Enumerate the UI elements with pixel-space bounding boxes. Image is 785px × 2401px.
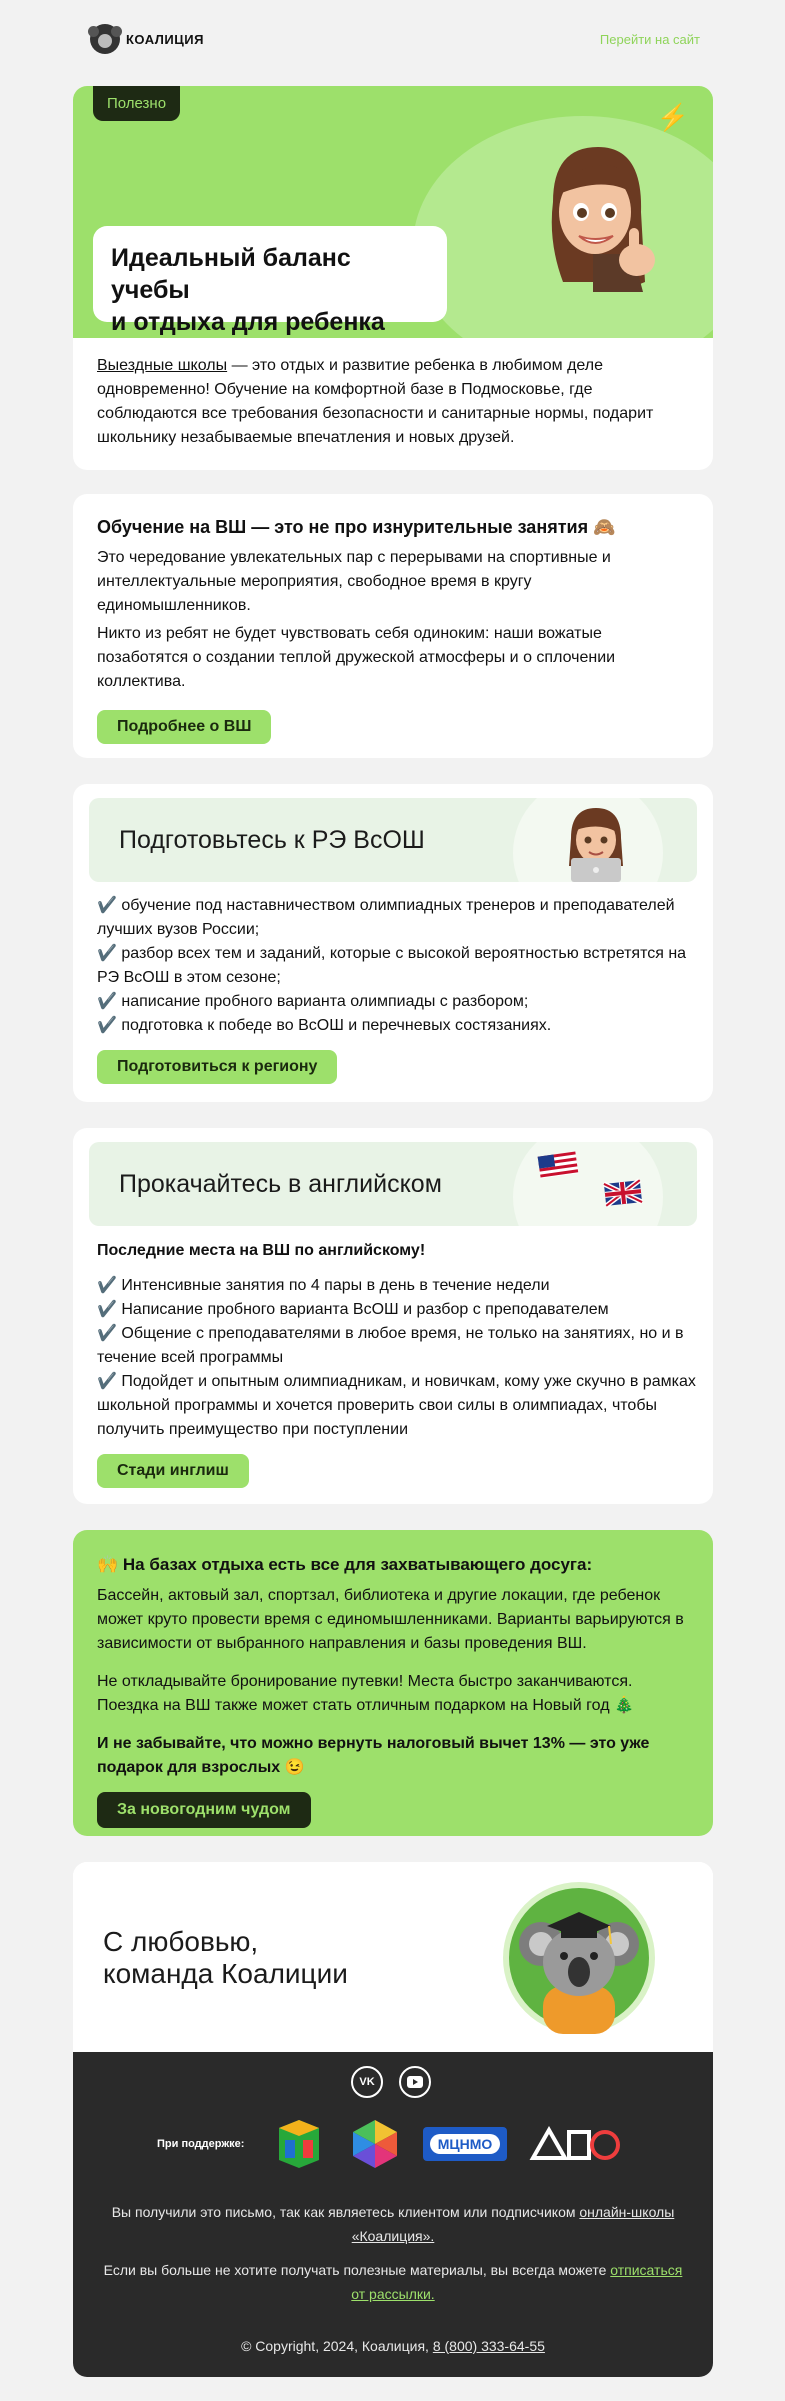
re-banner-title: Подготовьтесь к РЭ ВсОШ xyxy=(119,826,425,854)
signature-block xyxy=(73,1862,713,2052)
english-banner-title: Прокачайтесь в английском xyxy=(119,1170,442,1198)
list-item xyxy=(97,942,697,990)
vsh-paragraph-1: Это чередование увлекательных пар с перерывами на спортивные и интеллектуальные мероприятия, свободное время в кругу единомышленников. xyxy=(97,549,611,614)
list-item-text: подготовка к победе во ВсОШ и перечневых состязаниях. xyxy=(121,1017,552,1034)
lightning-icon: ⚡ xyxy=(656,102,689,132)
leisure-card xyxy=(73,1530,713,1836)
partner-dpo-logo-icon xyxy=(529,2126,621,2162)
check-icon: ✔️ xyxy=(97,993,117,1010)
girl-thumbs-up-icon xyxy=(533,142,663,292)
list-item xyxy=(97,990,697,1014)
partner-mcnmo-logo xyxy=(423,2127,507,2161)
re-card xyxy=(73,784,713,1102)
check-icon: ✔️ xyxy=(97,1373,117,1390)
copyright xyxy=(97,2334,689,2358)
signature-line2: команда Коалиции xyxy=(103,1958,348,1989)
hero-title-line2: и отдыха для ребенка xyxy=(111,308,385,336)
school-link[interactable]: онлайн-школы «Коалиция». xyxy=(351,2204,675,2244)
vk-icon[interactable]: VK xyxy=(351,2066,383,2098)
list-item xyxy=(97,1370,697,1442)
check-icon: ✔️ xyxy=(97,1325,117,1342)
hero-intro xyxy=(97,354,693,450)
check-icon: ✔️ xyxy=(97,1301,117,1318)
girl-laptop-icon xyxy=(561,804,631,882)
support-label: При поддержке: xyxy=(157,2138,245,2150)
signature-footer-card xyxy=(73,1862,713,2377)
list-item xyxy=(97,1298,697,1322)
new-year-miracle-button[interactable]: За новогодним чудом xyxy=(97,1792,311,1828)
footer-unsubscribe-note xyxy=(97,2258,689,2306)
hero-title-line1: Идеальный баланс учебы xyxy=(111,244,351,304)
list-item-text: обучение под наставничеством олимпиадных тренеров и преподавателей лучших вузов России; xyxy=(97,897,675,938)
vsh-more-button[interactable]: Подробнее о ВШ xyxy=(97,710,271,744)
vsh-title: Обучение на ВШ — это не про изнурительные занятия 🙈 xyxy=(97,517,616,537)
leisure-paragraph-2: Не откладывайте бронирование путевки! Места быстро заканчиваются. Поездка на ВШ также может стать отличным подарком на Новый год 🎄 xyxy=(97,1673,634,1714)
leisure-paragraph-3: И не забывайте, что можно вернуть налоговый вычет 13% — это уже подарок для взрослых 😉 xyxy=(97,1735,650,1776)
english-content xyxy=(97,1238,697,1488)
hero-card xyxy=(73,86,713,470)
study-english-button[interactable]: Стади инглиш xyxy=(97,1454,249,1488)
english-card xyxy=(73,1128,713,1504)
list-item xyxy=(97,1274,697,1298)
support-partners xyxy=(157,2118,621,2170)
re-content xyxy=(97,894,697,1084)
phone-link[interactable]: 8 (800) 333-64-55 xyxy=(432,2338,545,2354)
prepare-region-button[interactable]: Подготовиться к региону xyxy=(97,1050,337,1084)
signature-text xyxy=(103,1926,348,1990)
koala-mascot-icon xyxy=(503,1882,655,2034)
hero-intro-text: — это отдых и развитие ребенка в любимом деле одновременно! Обучение на комфортной базе в Подмосковье, где соблюдаются все требования безопасности и санитарные нормы, подарит школьнику незабываемые впечатления и новых друзей. xyxy=(97,357,654,446)
check-icon: ✔️ xyxy=(97,1277,117,1294)
english-banner xyxy=(89,1142,697,1226)
email-header xyxy=(90,24,700,60)
leisure-paragraph-1: Бассейн, актовый зал, спортзал, библиотека и другие локации, где ребенок может круто провести время с единомышленниками. Варианты варьируются в зависимости от выбранного направления и базы проведения ВШ. xyxy=(97,1587,684,1652)
vsh-paragraph-2: Никто из ребят не будет чувствовать себя одиноким: наши вожатые позаботятся о создании теплой дружеской атмосферы и о сплочении коллектива. xyxy=(97,625,616,690)
check-icon: ✔️ xyxy=(97,945,117,962)
check-icon: ✔️ xyxy=(97,1017,117,1034)
list-item xyxy=(97,894,697,942)
partner-cube-logo-icon xyxy=(271,2118,327,2170)
unsubscribe-link[interactable]: отписаться от рассылки. xyxy=(351,2262,683,2302)
list-item-text: Подойдет и опытным олимпиадникам, и новичкам, кому уже скучно в рамках школьной программы и хочется проверить свои силы в олимпиадах, чтобы получить преимущество при поступлении xyxy=(97,1373,696,1438)
vsh-card xyxy=(73,494,713,758)
footer-subscription-note xyxy=(97,2200,689,2248)
signature-line1: С любовью, xyxy=(103,1926,259,1957)
usa-flag-icon xyxy=(537,1150,579,1180)
youtube-icon[interactable] xyxy=(399,2066,431,2098)
social-links xyxy=(351,2066,431,2098)
logo[interactable] xyxy=(90,24,204,54)
list-item-text: написание пробного варианта олимпиады с разбором; xyxy=(121,993,529,1010)
check-icon: ✔️ xyxy=(97,897,117,914)
hero-title xyxy=(93,226,447,336)
partner-gem-logo-icon xyxy=(349,2118,401,2170)
leisure-title: 🙌 На базах отдыха есть все для захватывающего досуга: xyxy=(97,1555,593,1574)
footer xyxy=(73,2052,713,2377)
koala-logo-icon xyxy=(90,24,120,54)
list-item xyxy=(97,1014,697,1038)
partner-mcnmo-text: МЦНМО xyxy=(430,2134,501,2154)
list-item-text: Общение с преподавателями в любое время, не только на занятиях, но и в течение всей программы xyxy=(97,1325,684,1366)
go-to-site-link[interactable]: Перейти на сайт xyxy=(599,32,700,47)
list-item-text: Написание пробного варианта ВсОШ и разбор с преподавателем xyxy=(121,1301,609,1318)
english-subtitle: Последние места на ВШ по английскому! xyxy=(97,1242,426,1259)
logo-text: КОАЛИЦИЯ xyxy=(126,31,204,47)
list-item-text: разбор всех тем и заданий, которые с высокой вероятностью встретятся на РЭ ВсОШ в этом сезоне; xyxy=(97,945,687,986)
uk-flag-icon xyxy=(603,1178,643,1208)
footer-note-text: Если вы больше не хотите получать полезные материалы, вы всегда можете xyxy=(103,2262,611,2278)
hero-banner xyxy=(73,86,713,338)
field-schools-link[interactable]: Выездные школы xyxy=(97,357,228,374)
list-item xyxy=(97,1322,697,1370)
copyright-text: © Copyright, 2024, Коалиция, xyxy=(241,2338,433,2354)
useful-tag: Полезно xyxy=(93,86,180,121)
footer-note-text: Вы получили это письмо, так как являетесь клиентом или подписчиком xyxy=(111,2204,580,2220)
re-banner xyxy=(89,798,697,882)
list-item-text: Интенсивные занятия по 4 пары в день в течение недели xyxy=(121,1277,550,1294)
